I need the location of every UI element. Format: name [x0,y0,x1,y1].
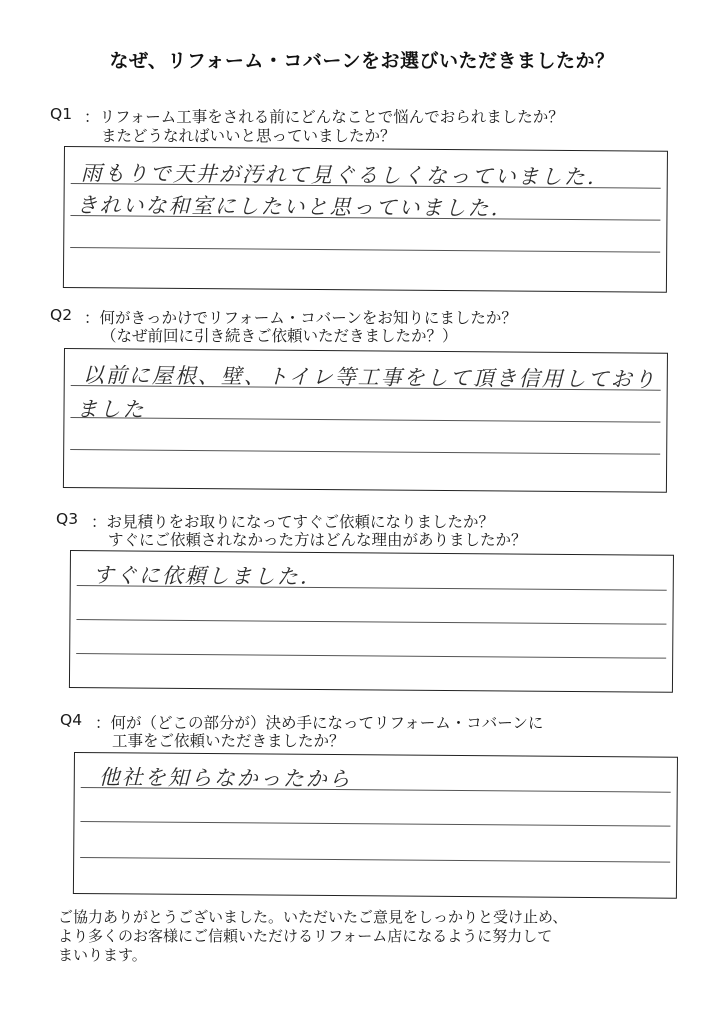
page-title: なぜ、リフォーム・コバーンをお選びいただきましたか？ [109,50,615,72]
answer-rule [76,619,666,625]
question-4-line-2: 工事をご依頼いただきましたか？ [112,732,345,750]
closing-message-line-3: まいります。 [58,946,147,964]
closing-message-line-2: より多くのお客様にご信頼いただけるリフォーム店になるように努力して [58,927,553,945]
answer-rule [70,449,660,455]
closing-message [58,908,698,965]
question-1-line-1: ：リフォーム工事をされる前にどんなことで悩んでおられましたか？ [84,108,564,126]
question-3-label: Q3 [56,510,79,528]
answer-4-box[interactable] [73,752,678,899]
answer-2-box[interactable] [63,348,668,493]
answer-rule [80,821,670,827]
answer-rule [70,417,660,423]
question-4-line-1: ：何が（どこの部分が）決め手になってリフォーム・コバーンに [95,714,544,732]
question-2-line-2: （なぜ前回に引き続きご依頼いただきましたか？） [101,327,458,345]
question-2-line-1: ：何がきっかけでリフォーム・コバーンをお知りにましたか？ [84,309,517,327]
question-1-line-2: またどうなればいいと思っていましたか？ [101,127,396,145]
question-3-line-2: すぐにご依頼されなかった方はどんな理由がありましたか？ [108,531,527,549]
answer-rule [80,857,670,863]
answer-rule [76,653,666,659]
question-4-label: Q4 [60,711,83,729]
answer-3-box[interactable] [69,550,674,693]
answer-1-box[interactable] [63,146,668,293]
answer-2-text-line-2: ました [76,397,146,422]
question-1-label: Q1 [50,105,73,123]
question-3-line-1: ：お見積りをお取りになってすぐご依頼になりましたか？ [91,513,495,531]
answer-1-text-line-1: 雨もりで天井が汚れて見ぐるしくなっていました． [80,161,610,190]
answer-4-text-line-1: 他社を知らなかったから [98,765,352,792]
answer-1-text-line-2: きれいな和室にしたいと思っていました． [76,193,514,221]
answer-3-text-line-1: すぐに依頼しました． [92,563,323,589]
answer-rule [70,247,660,253]
question-2-label: Q2 [50,306,73,324]
answer-2-text-line-1: 以前に屋根、壁、トイレ等工事をして頂き信用しており [82,363,657,392]
closing-message-line-1: ご協力ありがとうございました。いただいたご意見をしっかりと受け止め、 [58,908,568,926]
